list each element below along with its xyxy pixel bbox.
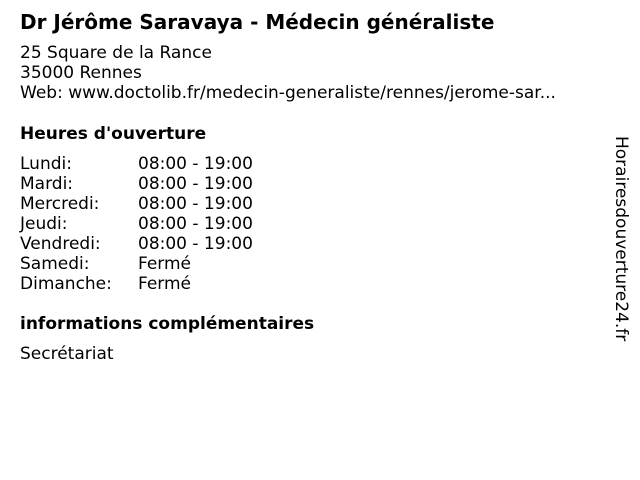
additional-info-heading: informations complémentaires — [20, 314, 315, 334]
time-value: 08:00 - 19:00 — [138, 154, 253, 174]
time-value: 08:00 - 19:00 — [138, 234, 253, 254]
time-value: 08:00 - 19:00 — [138, 214, 253, 234]
time-value: 08:00 - 19:00 — [138, 174, 253, 194]
website-link[interactable]: Web: www.doctolib.fr/medecin-generaliste/rennes/jerome-sar... — [20, 83, 556, 103]
additional-info-text: Secrétariat — [20, 344, 114, 364]
day-label: Jeudi: — [20, 214, 68, 234]
page-title: Dr Jérôme Saravaya - Médecin généraliste — [20, 10, 495, 34]
day-label: Mardi: — [20, 174, 74, 194]
time-value: Fermé — [138, 254, 192, 274]
day-label: Dimanche: — [20, 274, 112, 294]
opening-hours-heading: Heures d'ouverture — [20, 124, 207, 144]
address-block — [20, 43, 556, 103]
site-watermark: Horairesdouverture24.fr — [611, 136, 631, 342]
time-value: 08:00 - 19:00 — [138, 194, 253, 214]
day-label: Vendredi: — [20, 234, 101, 254]
day-label: Samedi: — [20, 254, 90, 274]
day-label: Lundi: — [20, 154, 72, 174]
day-label: Mercredi: — [20, 194, 100, 214]
city-address: 35000 Rennes — [20, 63, 142, 83]
time-value: Fermé — [138, 274, 192, 294]
street-address: 25 Square de la Rance — [20, 43, 212, 63]
